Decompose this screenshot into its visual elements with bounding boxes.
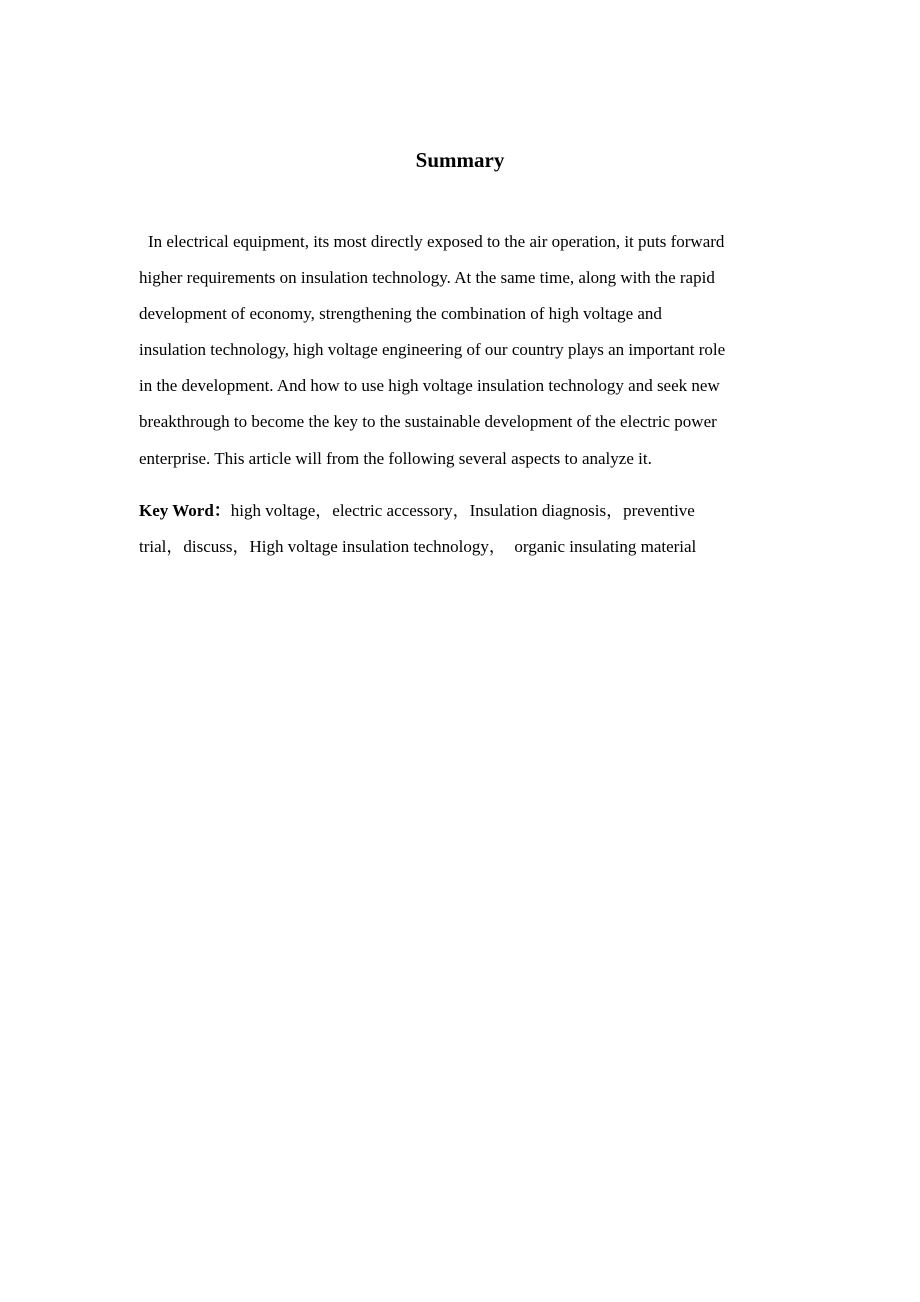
abstract-line: development of economy, strengthening the combination of high voltage and bbox=[139, 304, 662, 324]
keywords-list-part-1: high voltage，electric accessory，Insulation diagnosis，preventive bbox=[230, 501, 695, 520]
abstract-paragraph bbox=[139, 224, 787, 477]
abstract-line: higher requirements on insulation technology. At the same time, along with the rapid bbox=[139, 268, 715, 288]
abstract-line: In electrical equipment, its most directly exposed to the air operation, it puts forward bbox=[148, 232, 725, 251]
keywords-label: Key Word： bbox=[139, 501, 231, 520]
keywords-list-part-2: trial，discuss，High voltage insulation technology， organic insulating material bbox=[139, 537, 697, 556]
abstract-line: breakthrough to become the key to the sustainable development of the electric power bbox=[139, 412, 717, 432]
keywords-line-1 bbox=[139, 493, 789, 529]
page-title: Summary bbox=[415, 148, 505, 172]
keywords-section bbox=[139, 493, 789, 565]
abstract-line: insulation technology, high voltage engineering of our country plays an important role bbox=[139, 340, 726, 360]
abstract-line: in the development. And how to use high voltage insulation technology and seek new bbox=[139, 376, 720, 396]
abstract-line: enterprise. This article will from the following several aspects to analyze it. bbox=[139, 448, 652, 468]
